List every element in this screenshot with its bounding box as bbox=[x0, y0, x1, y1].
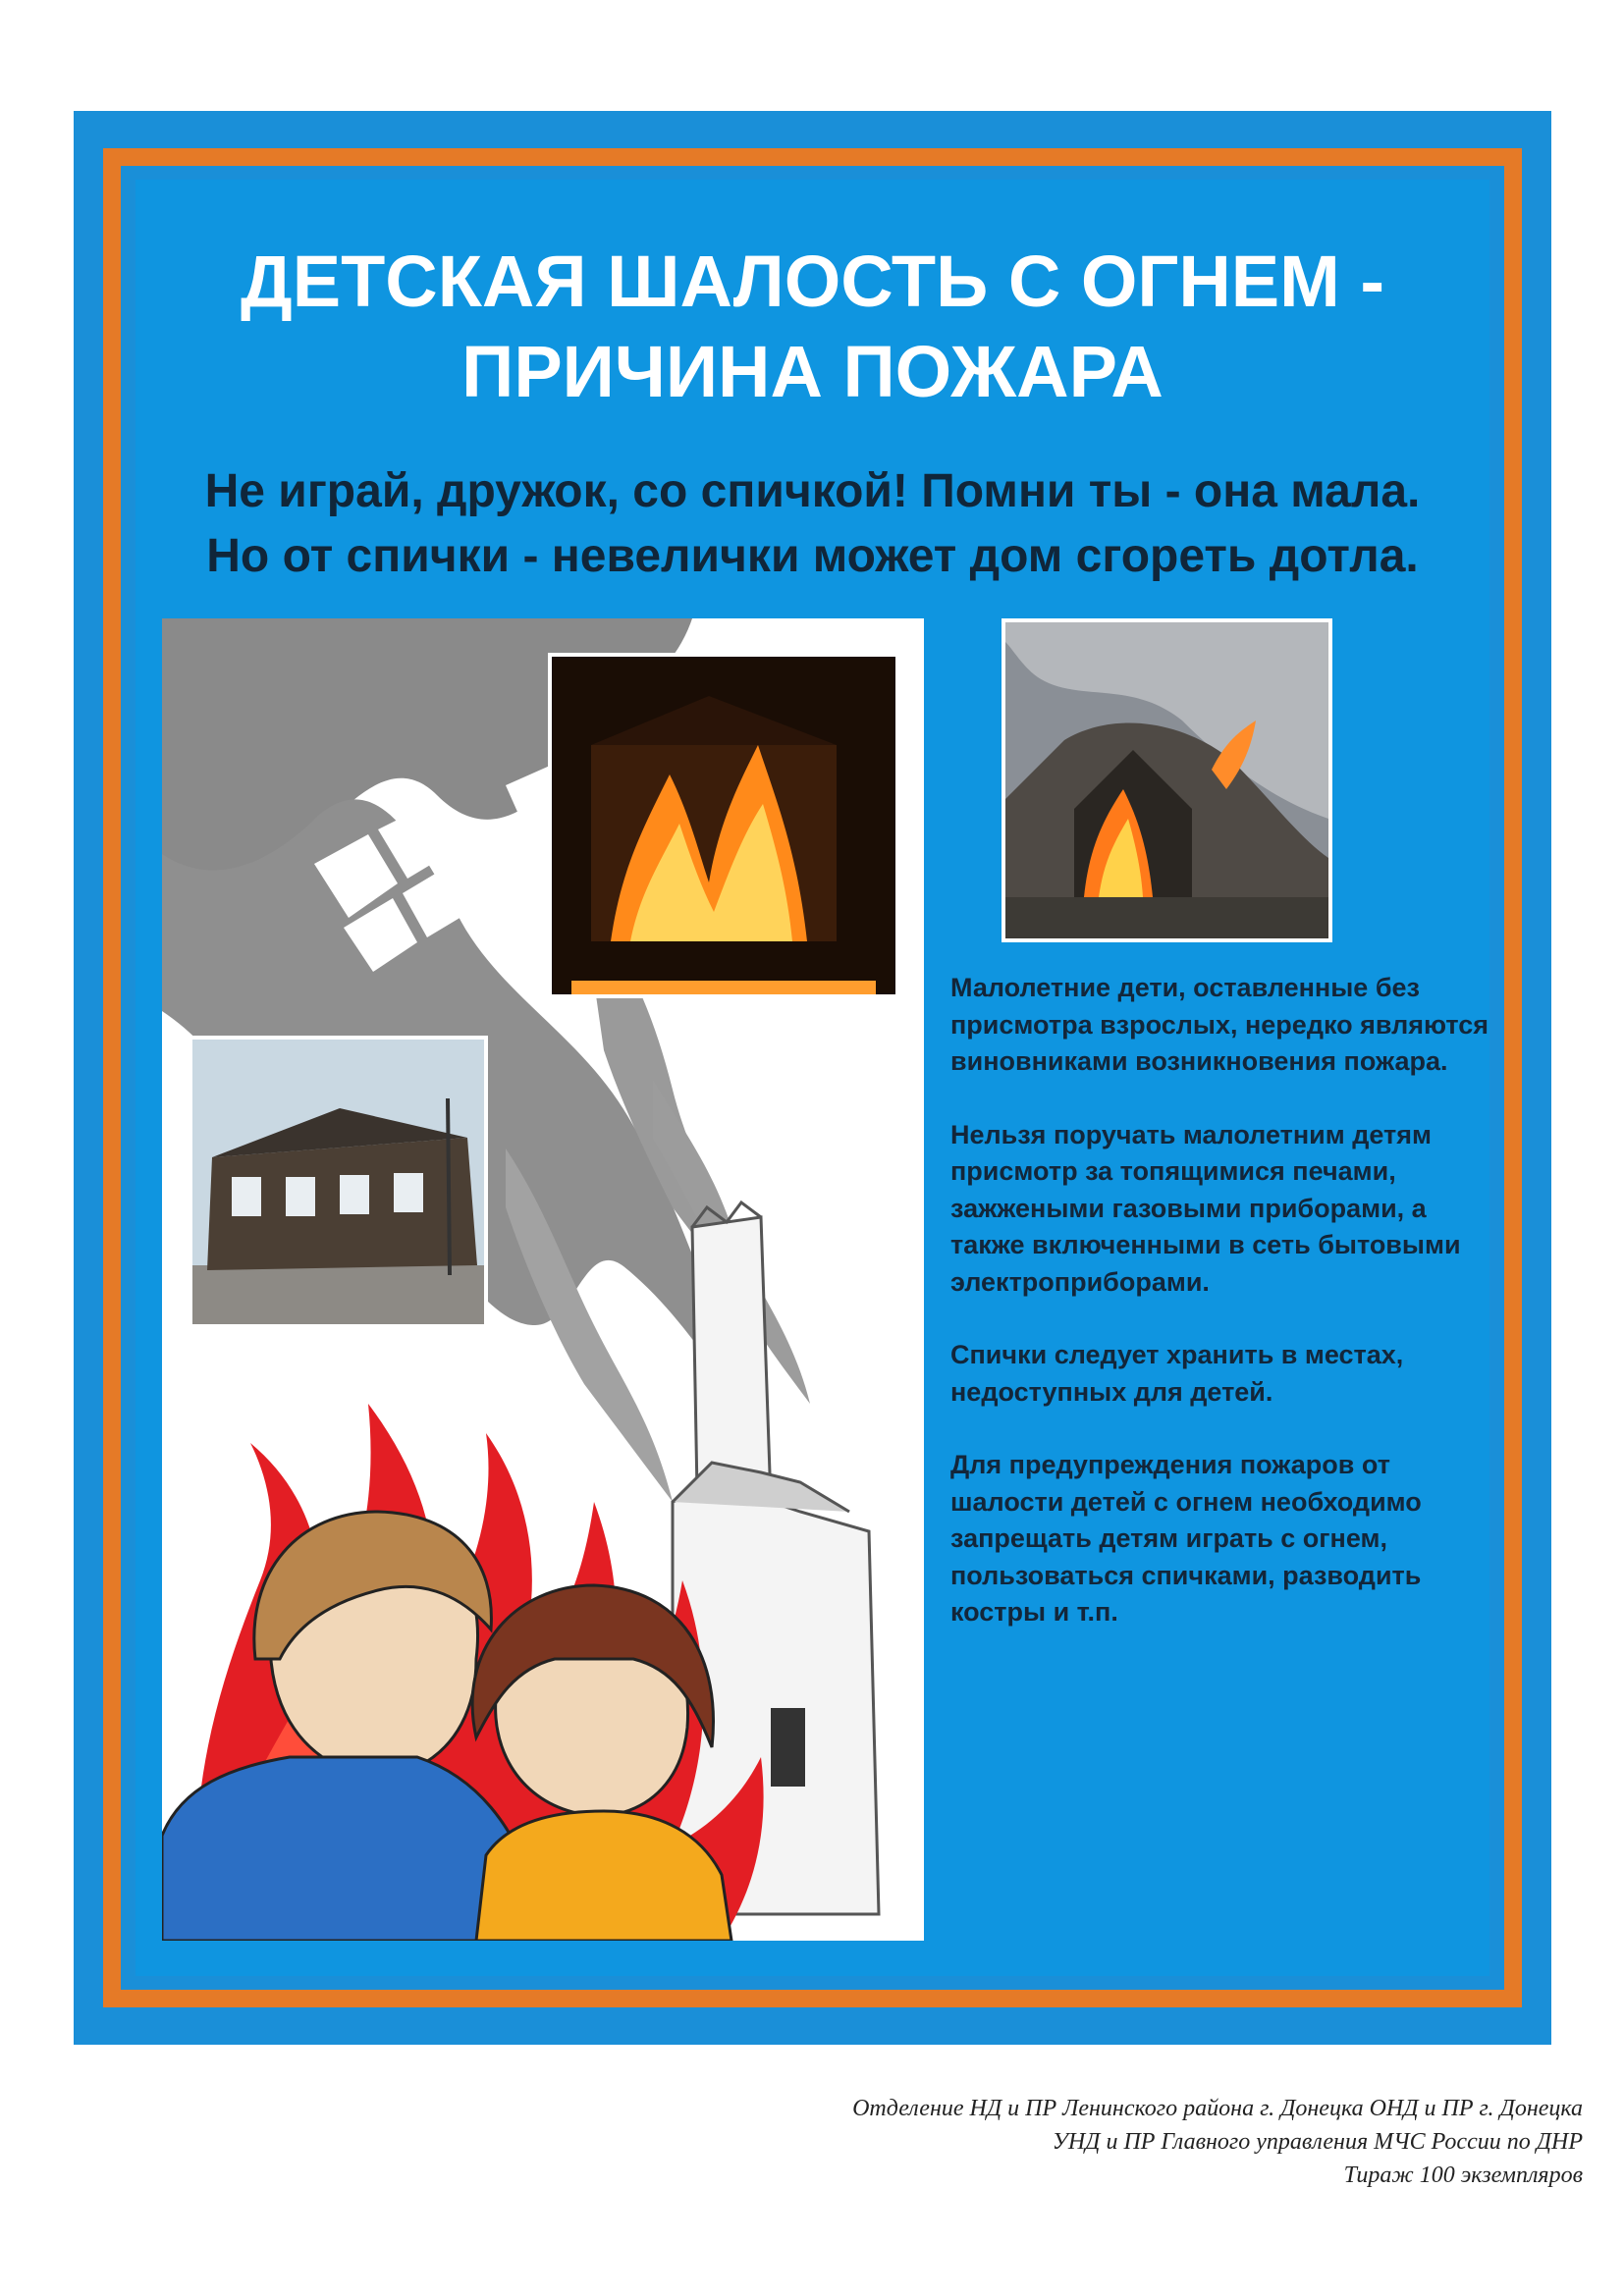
poem bbox=[74, 459, 1551, 589]
safety-info bbox=[950, 970, 1500, 1668]
info-paragraph-3: Спички следует хранить в местах, недоступных для детей. bbox=[950, 1340, 1404, 1407]
poster-title bbox=[74, 237, 1551, 417]
poem-line-2: Но от спички - невелички может дом сгореть дотла. bbox=[206, 530, 1419, 582]
footer-line-1: Отделение НД и ПР Ленинского района г. Донецка ОНД и ПР г. Донецка bbox=[852, 2096, 1583, 2121]
info-paragraph-4: Для предупреждения пожаров от шалости детей с огнем необходимо запрещать детям играть с огнем, пользоваться спичками, разводить костры и т.п. bbox=[950, 1450, 1422, 1627]
info-paragraph-1: Малолетние дети, оставленные без присмотра взрослых, нередко являются виновниками возникновения пожара. bbox=[950, 973, 1489, 1076]
burning-house-firefighter-photo bbox=[1001, 618, 1332, 942]
burnt-house-photo bbox=[189, 1036, 488, 1328]
burning-house-night-photo bbox=[548, 653, 899, 998]
poster bbox=[74, 111, 1551, 2045]
children-fire-illustration bbox=[162, 618, 924, 1941]
footer-line-3: Тираж 100 экземпляров bbox=[1343, 2163, 1583, 2188]
info-paragraph-2: Нельзя поручать малолетним детям присмотр за топящимися печами, зажжеными газовыми приборами, а также включенными в сеть бытовыми электроприборами. bbox=[950, 1119, 1461, 1297]
footer-credits bbox=[601, 2092, 1583, 2192]
title-line-2: ПРИЧИНА ПОЖАРА bbox=[461, 331, 1164, 412]
poem-line-1: Не играй, дружок, со спичкой! Помни ты - она мала. bbox=[204, 465, 1421, 517]
title-line-1: ДЕТСКАЯ ШАЛОСТЬ С ОГНЕМ - bbox=[241, 240, 1384, 322]
footer-line-2: УНД и ПР Главного управления МЧС России по ДНР bbox=[1052, 2129, 1583, 2155]
